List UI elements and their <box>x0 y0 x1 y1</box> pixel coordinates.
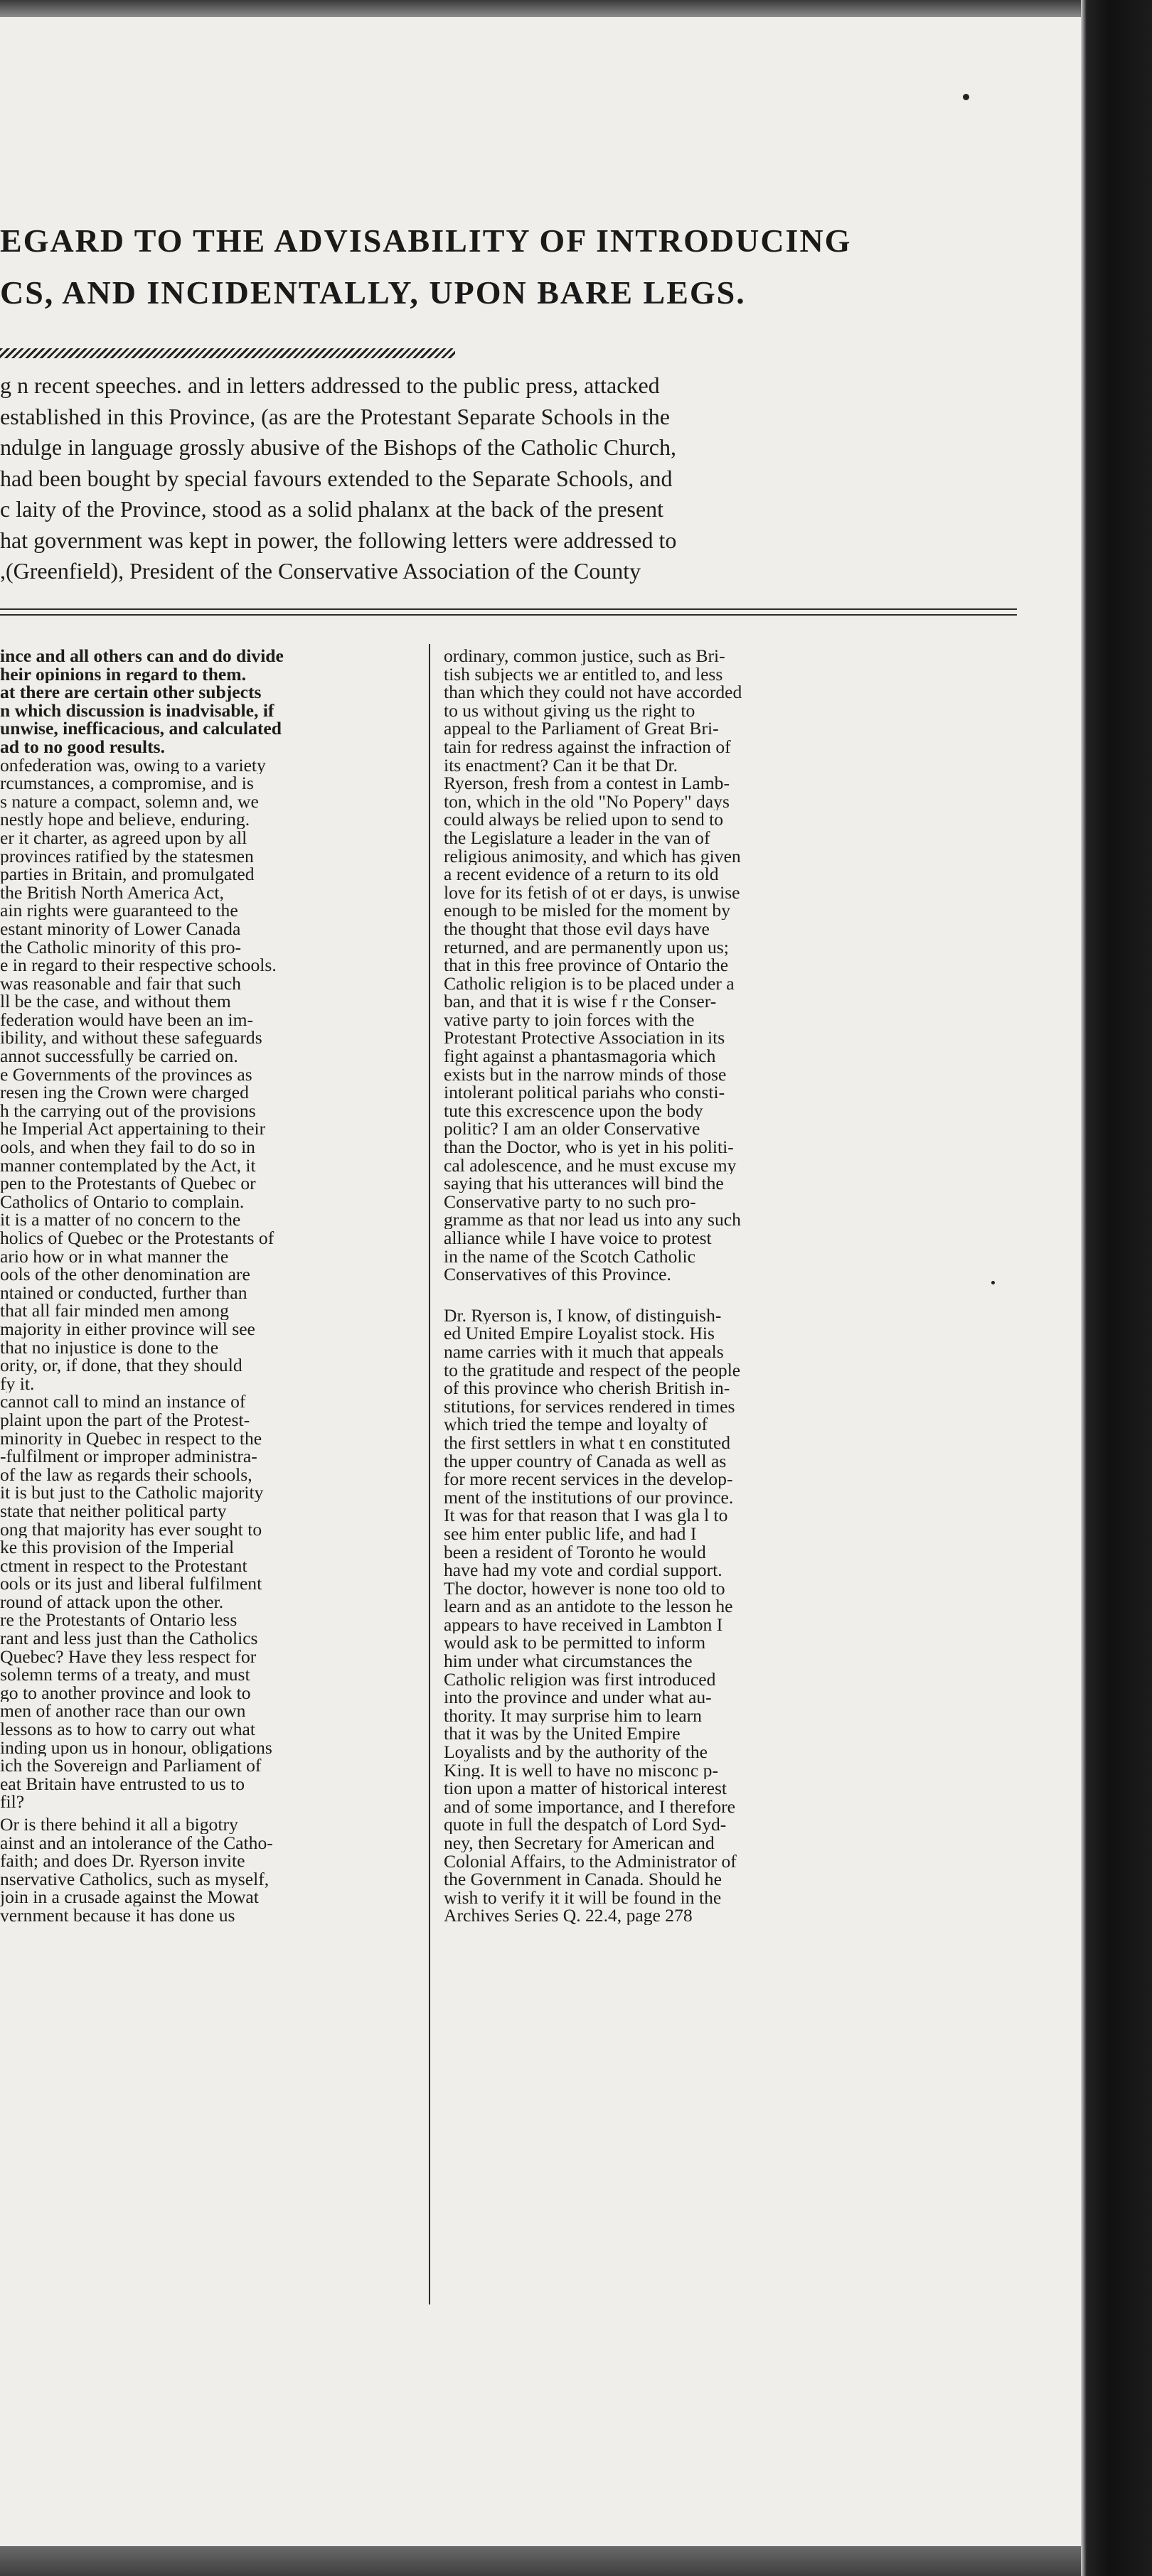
text-line: solemn terms of a treaty, and must <box>0 1665 250 1684</box>
text-line: exists but in the narrow minds of those <box>444 1065 727 1084</box>
text-line: the Legislature a leader in the van of <box>444 828 710 847</box>
headline-line-2: CS, AND INCIDENTALLY, UPON BARE LEGS. <box>0 274 746 311</box>
text-line: Catholic religion is to be placed under a <box>444 974 735 993</box>
text-line: which tried the tempe and loyalty of <box>444 1415 708 1434</box>
text-line: It was for that reason that I was gla l to <box>444 1506 728 1525</box>
print-speck <box>991 1281 995 1284</box>
text-line: wish to verify it it will be found in the <box>444 1888 722 1907</box>
text-line: of the law as regards their schools, <box>0 1465 252 1484</box>
text-line: it is but just to the Catholic majority <box>0 1483 264 1502</box>
text-line: that all fair minded men among <box>0 1302 229 1320</box>
text-line: had been bought by special favours extended to the Separate Schools, and <box>0 465 673 491</box>
text-line: the Government in Canada. Should he <box>444 1870 722 1889</box>
left-paragraph-subjects <box>0 683 414 756</box>
text-line: of this province who cherish British in- <box>444 1379 730 1397</box>
text-line: in the name of the Scotch Catholic <box>444 1247 695 1266</box>
text-line: appears to have received in Lambton I <box>444 1615 723 1634</box>
text-line: tish subjects we ar entitled to, and less <box>444 665 723 684</box>
text-line: and of some importance, and I therefore <box>444 1797 736 1816</box>
section-divider-accent <box>491 614 1017 620</box>
text-line: majority in either province will see <box>0 1319 255 1338</box>
text-line: ment of the institutions of our province. <box>444 1488 734 1507</box>
text-line: politic? I am an older Conservative <box>444 1120 700 1139</box>
text-line: Catholic religion was first introduced <box>444 1670 716 1689</box>
text-line: religious animosity, and which has given <box>444 847 741 866</box>
text-line: ario how or in what manner the <box>0 1247 229 1266</box>
text-line: ich the Sovereign and Parliament of <box>0 1756 262 1775</box>
text-line: ools of the other denomination are <box>0 1265 250 1284</box>
text-line: heir opinions in regard to them. <box>0 665 247 684</box>
text-line: ney, then Secretary for American and <box>444 1834 715 1852</box>
text-line: would ask to be permitted to inform <box>444 1633 706 1653</box>
text-line: ed United Empire Loyalist stock. His <box>444 1324 715 1343</box>
text-line: its enactment? Can it be that Dr. <box>444 756 678 775</box>
text-line: rant and less just than the Catholics <box>0 1629 258 1648</box>
text-line: been a resident of Toronto he would <box>444 1542 706 1562</box>
scan-bottom-edge <box>0 2546 1087 2576</box>
text-line: saying that his utterances will bind the <box>444 1174 724 1193</box>
text-line: round of attack upon the other. <box>0 1592 224 1611</box>
text-line: the Catholic minority of this pro- <box>0 938 242 957</box>
text-line: ain rights were guaranteed to the <box>0 901 238 920</box>
text-line: provinces ratified by the statesmen <box>0 847 254 866</box>
text-line: hat government was kept in power, the following letters were addressed to <box>0 527 677 553</box>
text-line: rcumstances, a compromise, and is <box>0 774 254 793</box>
text-line: n which discussion is inadvisable, if <box>0 701 274 720</box>
scan-top-edge <box>0 0 1087 17</box>
left-paragraph-opening <box>0 647 414 683</box>
text-line: nservative Catholics, such as myself, <box>0 1869 270 1889</box>
text-line: Archives Series Q. 22.4, page 278 <box>444 1906 693 1925</box>
text-line: ong that majority has ever sought to <box>0 1520 262 1539</box>
text-line: unwise, inefficacious, and calculated <box>0 719 282 738</box>
text-line: thority. It may surprise him to learn <box>444 1706 702 1725</box>
headline-line-1: EGARD TO THE ADVISABILITY OF INTRODUCING <box>0 222 852 259</box>
text-line: Protestant Protective Association in its <box>444 1029 725 1048</box>
right-paragraph-ryerson <box>444 1306 899 1925</box>
text-line: returned, and are permanently upon us; <box>444 938 729 957</box>
right-column <box>444 647 899 1925</box>
text-line: The doctor, however is none too old to <box>444 1579 725 1598</box>
text-line: Quebec? Have they less respect for <box>0 1647 257 1666</box>
text-line: manner contemplated by the Act, it <box>0 1156 256 1175</box>
text-line: ad to no good results. <box>0 737 166 756</box>
text-line: tain for redress against the infraction of <box>444 737 731 756</box>
text-line: -fulfilment or improper administra- <box>0 1447 257 1466</box>
text-line: learn and as an antidote to the lesson he <box>444 1597 733 1616</box>
text-line: a recent evidence of a return to its old <box>444 865 719 884</box>
text-line: Or is there behind it all a bigotry <box>0 1815 238 1834</box>
print-speck <box>963 94 969 100</box>
text-line: c laity of the Province, stood as a solid phalanx at the back of the present <box>0 496 664 522</box>
text-line: Conservative party to no such pro- <box>444 1192 696 1211</box>
text-line: than which they could not have accorded <box>444 683 742 702</box>
text-line: ntained or conducted, further than <box>0 1283 247 1302</box>
text-line: men of another race than our own <box>0 1702 246 1721</box>
text-line: ools or its just and liberal fulfilment <box>0 1574 262 1593</box>
text-line: ,(Greenfield), President of the Conservative Association of the County <box>0 558 641 584</box>
text-line: the thought that those evil days have <box>444 919 710 938</box>
text-line: that in this free province of Ontario the <box>444 956 729 975</box>
text-line: fight against a phantasmagoria which <box>444 1047 716 1066</box>
right-paragraph-justice <box>444 647 899 1284</box>
text-line: the first settlers in what t en constituted <box>444 1433 731 1452</box>
text-line: parties in Britain, and promulgated <box>0 865 255 884</box>
text-line: was reasonable and fair that such <box>0 974 241 993</box>
text-line: it is a matter of no concern to the <box>0 1211 241 1229</box>
text-line: the upper country of Canada as well as <box>444 1451 727 1471</box>
text-line: appeal to the Parliament of Great Bri- <box>444 719 719 738</box>
left-column <box>0 647 414 1925</box>
text-line: to us without giving us the right to <box>444 701 695 720</box>
text-line: enough to be misled for the moment by <box>444 901 731 920</box>
left-paragraph-confederation <box>0 756 414 1393</box>
text-line: holics of Quebec or the Protestants of <box>0 1229 274 1247</box>
text-line: King. It is well to have no misconc p- <box>444 1761 718 1780</box>
text-line: than the Doctor, who is yet in his politi- <box>444 1138 734 1156</box>
text-line: onfederation was, owing to a variety <box>0 756 266 775</box>
text-line: see him enter public life, and had I <box>444 1524 697 1543</box>
text-line: ority, or, if done, that they should <box>0 1356 242 1375</box>
text-line: estant minority of Lower Canada <box>0 919 241 938</box>
text-line: cannot call to mind an instance of <box>0 1392 246 1411</box>
text-line: vative party to join forces with the <box>444 1010 695 1029</box>
text-line: Ryerson, fresh from a contest in Lamb- <box>444 774 730 793</box>
text-line: go to another province and look to <box>0 1683 251 1702</box>
text-line: have had my vote and cordial support. <box>444 1561 722 1579</box>
text-line: s nature a compact, solemn and, we <box>0 792 259 811</box>
text-line: state that neither political party <box>0 1501 227 1520</box>
scan-right-edge <box>1081 0 1152 2576</box>
text-line: fy it. <box>0 1374 35 1393</box>
text-line: quote in full the despatch of Lord Syd- <box>444 1815 727 1834</box>
text-line: nestly hope and believe, enduring. <box>0 810 250 829</box>
text-line: plaint upon the part of the Protest- <box>0 1410 250 1429</box>
text-line: ban, and that it is wise f r the Conser- <box>444 992 717 1011</box>
text-line: Colonial Affairs, to the Administrator of <box>444 1852 737 1871</box>
text-line: tion upon a matter of historical interest <box>444 1779 727 1798</box>
text-line: Loyalists and by the authority of the <box>444 1743 708 1761</box>
text-line: stitutions, for services rendered in times <box>444 1397 735 1416</box>
text-line: ndulge in language grossly abusive of the Bishops of the Catholic Church, <box>0 434 676 460</box>
text-line: eat Britain have entrusted to us to <box>0 1774 245 1793</box>
text-line: ll be the case, and without them <box>0 992 231 1011</box>
text-line: fil? <box>0 1793 25 1811</box>
text-line: at there are certain other subjects <box>0 683 262 702</box>
text-line: could always be relied upon to send to <box>444 810 724 829</box>
text-line: lessons as to how to carry out what <box>0 1720 255 1739</box>
text-line: tute this excrescence upon the body <box>444 1101 703 1120</box>
text-line: Catholics of Ontario to complain. <box>0 1192 245 1211</box>
text-line: the British North America Act, <box>0 883 224 902</box>
text-line: resen ing the Crown were charged <box>0 1083 249 1102</box>
text-line: vernment because it has done us <box>0 1906 235 1925</box>
text-line: ibility, and without these safeguards <box>0 1029 262 1048</box>
text-line: e in regard to their respective schools. <box>0 956 277 975</box>
text-line: he Imperial Act appertaining to their <box>0 1120 266 1139</box>
text-line: that it was by the United Empire <box>444 1724 681 1744</box>
text-line: ince and all others can and do divide <box>0 647 284 665</box>
text-line: ools, and when they fail to do so in <box>0 1138 255 1156</box>
text-line: er it charter, as agreed upon by all <box>0 828 247 847</box>
column-divider <box>429 644 430 2304</box>
left-paragraph-complaint <box>0 1392 414 1811</box>
text-line: that no injustice is done to the <box>0 1338 219 1357</box>
text-line: to the gratitude and respect of the people <box>444 1361 741 1380</box>
text-line: gramme as that nor lead us into any such <box>444 1211 741 1229</box>
text-line: g n recent speeches. and in letters addressed to the public press, attacked <box>0 372 660 398</box>
text-line: e Governments of the provinces as <box>0 1065 252 1084</box>
text-line: into the province and under what au- <box>444 1688 712 1707</box>
text-line: faith; and does Dr. Ryerson invite <box>0 1852 245 1870</box>
text-line: pen to the Protestants of Quebec or <box>0 1174 256 1193</box>
text-line: minority in Quebec in respect to the <box>0 1429 262 1448</box>
text-line: established in this Province, (as are the Protestant Separate Schools in the <box>0 403 670 429</box>
text-line: alliance while I have voice to protest <box>444 1229 712 1247</box>
text-line: ainst and an intolerance of the Catho- <box>0 1833 273 1852</box>
text-line: re the Protestants of Ontario less <box>0 1611 238 1630</box>
text-line: ctment in respect to the Protestant <box>0 1556 247 1575</box>
text-line: inding upon us in honour, obligations <box>0 1738 272 1757</box>
left-paragraph-bigotry <box>0 1815 414 1925</box>
ornamental-rule <box>0 348 455 358</box>
text-line: cal adolescence, and he must excuse my <box>444 1156 737 1175</box>
newspaper-page <box>0 16 1087 2546</box>
text-line: intolerant political pariahs who consti- <box>444 1083 725 1102</box>
text-line: name carries with it much that appeals <box>444 1342 724 1361</box>
text-line: annot successfully be carried on. <box>0 1047 238 1066</box>
text-line: join in a crusade against the Mowat <box>0 1888 259 1906</box>
text-line: ordinary, common justice, such as Bri- <box>444 647 725 665</box>
text-line: h the carrying out of the provisions <box>0 1101 256 1120</box>
text-line: him under what circumstances the <box>444 1652 693 1670</box>
text-line: Conservatives of this Province. <box>444 1265 671 1284</box>
text-line: ton, which in the old "No Popery" days <box>444 792 730 811</box>
text-line: for more recent services in the develop- <box>444 1470 733 1488</box>
text-line: Dr. Ryerson is, I know, of distinguish- <box>444 1306 722 1325</box>
text-line: love for its fetish of ot er days, is unwise <box>444 883 740 902</box>
text-line: ke this provision of the Imperial <box>0 1538 235 1557</box>
text-line: federation would have been an im- <box>0 1010 254 1029</box>
